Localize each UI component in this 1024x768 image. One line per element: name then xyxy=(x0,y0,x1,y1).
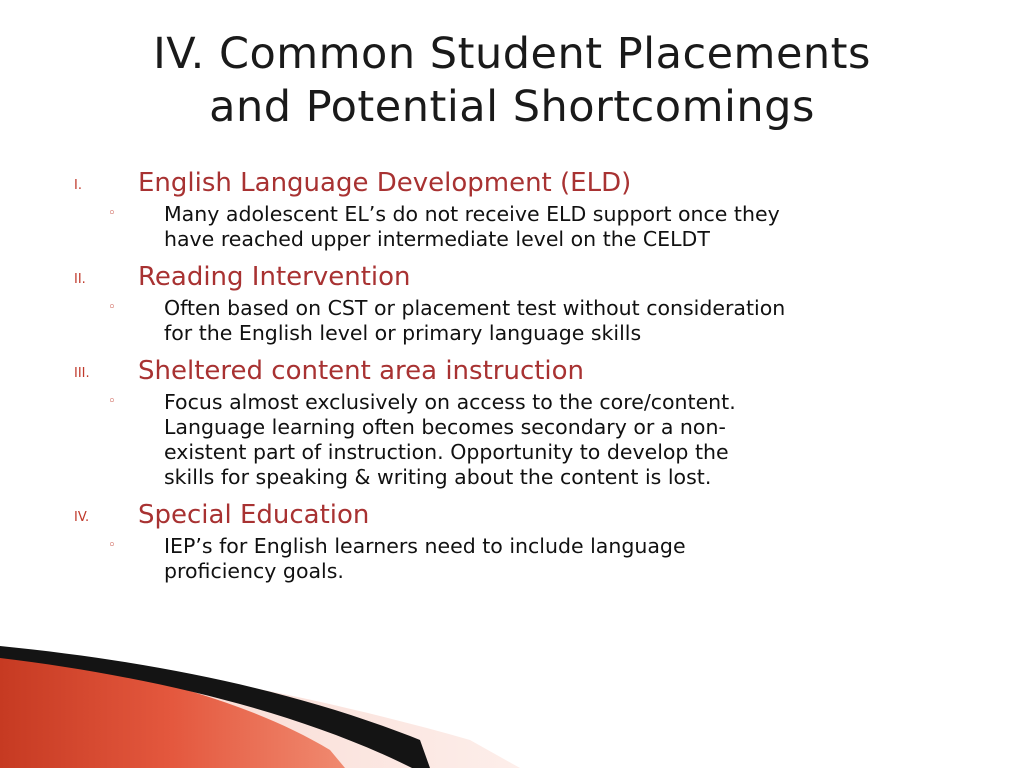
outline-item-special-education xyxy=(0,498,1024,584)
circle-bullet-icon: ◦ xyxy=(108,206,116,221)
outline-item-reading-intervention xyxy=(0,260,1024,346)
text-line: Focus almost exclusively on access to the core/content. xyxy=(164,390,736,414)
text-line: Language learning often becomes secondary or a non- xyxy=(164,415,726,439)
outline-list xyxy=(0,166,1024,592)
sub-bullet xyxy=(0,202,1024,252)
outline-item-eld xyxy=(0,166,1024,252)
slide-title-line-1: IV. Common Student Placements xyxy=(153,29,871,79)
circle-bullet-icon: ◦ xyxy=(108,538,116,553)
text-line: proficiency goals. xyxy=(164,559,344,583)
text-line: for the English level or primary language skills xyxy=(164,321,642,345)
slide-title-line-2: and Potential Shortcomings xyxy=(209,82,815,132)
outline-item-header xyxy=(0,166,1024,202)
text-line: have reached upper intermediate level on the CELDT xyxy=(164,227,710,251)
sub-bullet xyxy=(0,296,1024,346)
sub-bullet-text xyxy=(164,390,974,490)
sub-bullet-text xyxy=(164,296,974,346)
item-heading: Sheltered content area instruction xyxy=(138,356,585,386)
decorative-swoosh xyxy=(0,640,1024,768)
sub-bullet xyxy=(0,534,1024,584)
roman-numeral: II. xyxy=(74,272,86,287)
circle-bullet-icon: ◦ xyxy=(108,300,116,315)
roman-numeral: I. xyxy=(74,178,82,193)
text-line: Many adolescent EL’s do not receive ELD support once they xyxy=(164,202,780,226)
item-heading: Special Education xyxy=(138,500,370,530)
item-heading: English Language Development (ELD) xyxy=(138,168,632,198)
text-line: IEP’s for English learners need to include language xyxy=(164,534,686,558)
sub-bullet xyxy=(0,390,1024,490)
roman-numeral: III. xyxy=(74,366,90,381)
outline-item-header xyxy=(0,354,1024,390)
outline-item-header xyxy=(0,260,1024,296)
item-heading: Reading Intervention xyxy=(138,262,411,292)
slide-title xyxy=(60,28,964,134)
sub-bullet-text xyxy=(164,534,974,584)
text-line: Often based on CST or placement test without consideration xyxy=(164,296,786,320)
outline-item-sheltered-content xyxy=(0,354,1024,490)
text-line: existent part of instruction. Opportunity to develop the xyxy=(164,440,729,464)
roman-numeral: IV. xyxy=(74,510,90,525)
sub-bullet-text xyxy=(164,202,974,252)
circle-bullet-icon: ◦ xyxy=(108,394,116,409)
text-line: skills for speaking & writing about the content is lost. xyxy=(164,465,712,489)
outline-item-header xyxy=(0,498,1024,534)
